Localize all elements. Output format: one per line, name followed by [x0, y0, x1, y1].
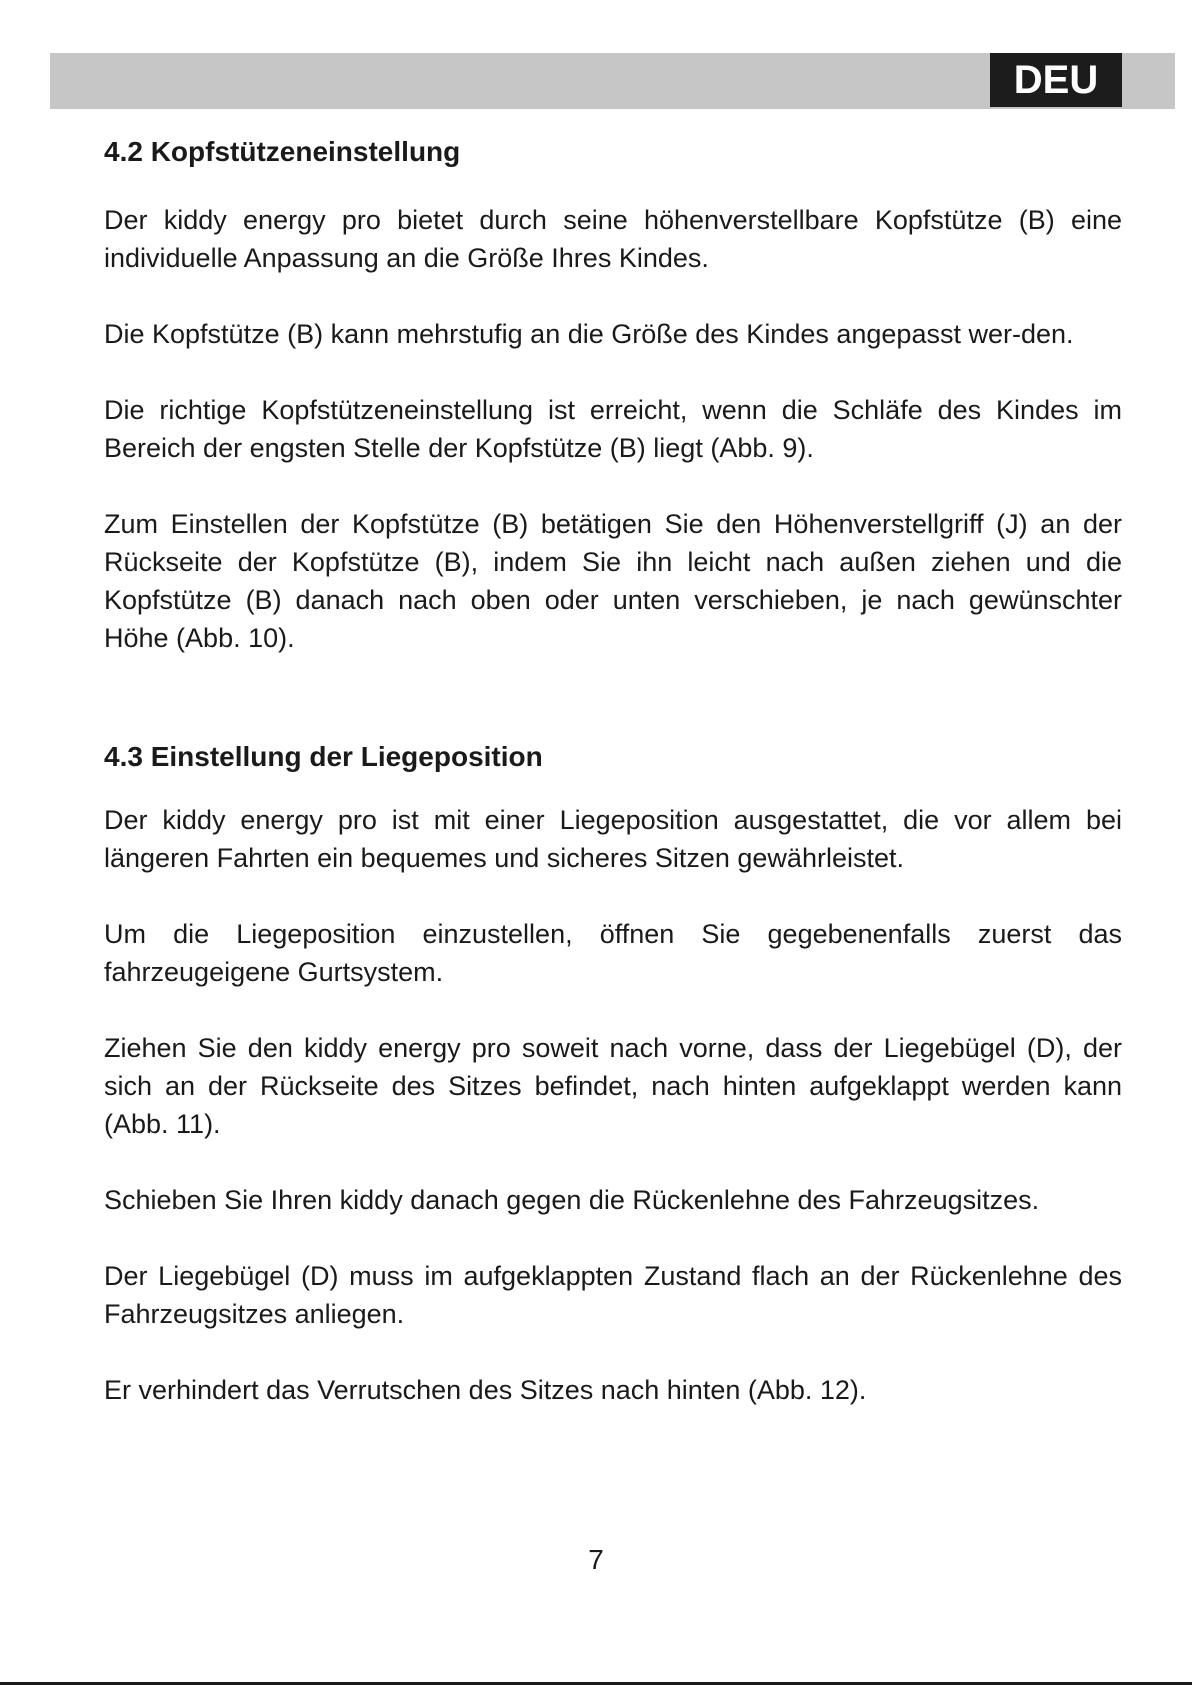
- paragraph: Schieben Sie Ihren kiddy danach gegen die Rückenlehne des Fahrzeugsitzes.: [104, 1185, 1040, 1215]
- paragraph: Ziehen Sie den kiddy energy pro soweit nach vorne, dass der Liegebügel (D), der sich an der Rückseite des Sitzes befindet, nach hinten aufgeklappt werden kann (Abb. 11).: [104, 1033, 1122, 1139]
- paragraph: Um die Liegeposition einzustellen, öffnen Sie gegebenenfalls zuerst das fahrzeugeigene Gurtsystem.: [104, 919, 1122, 987]
- section-title-headrest: 4.2 Kopfstützeneinstellung: [104, 136, 461, 167]
- section-title-recline: 4.3 Einstellung der Liegeposition: [104, 741, 543, 772]
- paragraph: Der kiddy energy pro ist mit einer Liegeposition ausgestattet, die vor allem bei längeren Fahrten ein bequemes und sicheres Sitzen gewährleistet.: [104, 805, 1122, 873]
- paragraph: Die Kopfstütze (B) kann mehrstufig an die Größe des Kindes angepasst wer-den.: [104, 319, 1074, 349]
- page-number: 7: [588, 1544, 604, 1575]
- language-badge: DEU: [990, 53, 1122, 107]
- paragraph: Der Liegebügel (D) muss im aufgeklappten Zustand flach an der Rückenlehne des Fahrzeugsitzes anliegen.: [104, 1261, 1122, 1329]
- paragraph: Zum Einstellen der Kopfstütze (B) betätigen Sie den Höhenverstellgriff (J) an der Rückseite der Kopfstütze (B), indem Sie ihn leicht nach außen ziehen und die Kopfstütze (B) danach nach oben oder unten verschieben, je nach gewünschter Höhe (Abb. 10).: [104, 509, 1122, 653]
- paragraph: Der kiddy energy pro bietet durch seine höhenverstellbare Kopfstütze (B) eine individuelle Anpassung an die Größe Ihres Kindes.: [104, 205, 1122, 273]
- paragraph: Er verhindert das Verrutschen des Sitzes nach hinten (Abb. 12).: [104, 1375, 867, 1405]
- paragraph: Die richtige Kopfstützeneinstellung ist erreicht, wenn die Schläfe des Kindes im Bereich der engsten Stelle der Kopfstütze (B) liegt (Abb. 9).: [104, 395, 1122, 463]
- page-content: [104, 128, 1122, 1409]
